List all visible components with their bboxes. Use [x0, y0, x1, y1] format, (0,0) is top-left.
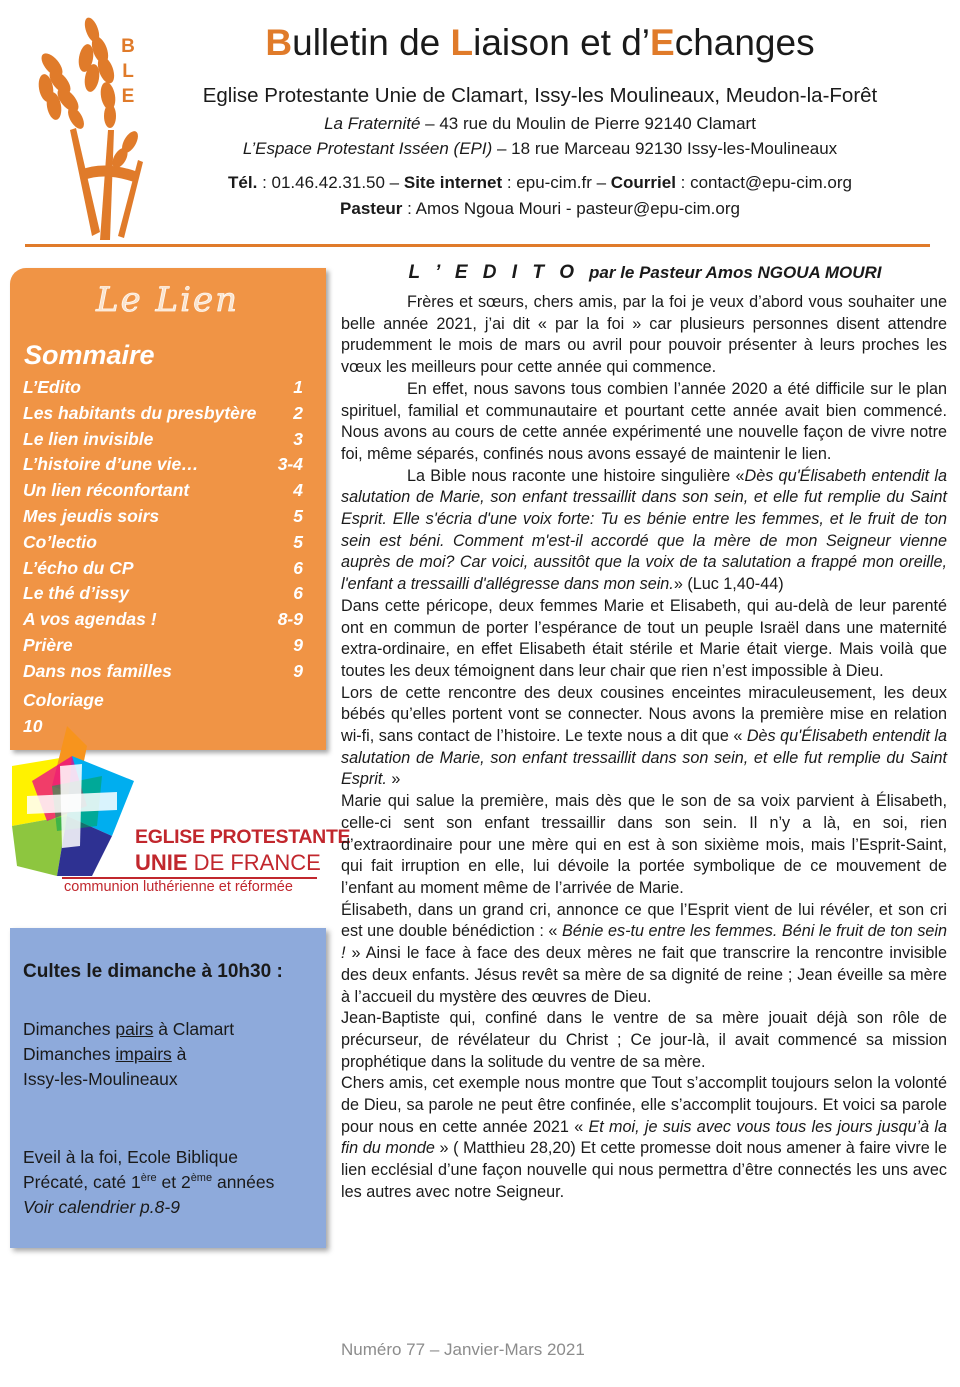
toc-item[interactable] [23, 454, 303, 480]
toc-label: L’écho du CP [23, 557, 134, 578]
address-name: L’Espace Protestant Isséen (EPI) [242, 139, 493, 158]
toc-label: A vos agendas ! [23, 609, 157, 630]
toc-item[interactable] [23, 377, 303, 403]
tel-label: Tél. [228, 173, 258, 192]
edito-author: par le Pasteur Amos NGOUA MOURI [589, 263, 882, 282]
toc-label: Le thé d’issy [23, 583, 130, 604]
eveil-line: Eveil à la foi, Ecole Biblique [23, 1147, 238, 1167]
edito-body [341, 292, 947, 1204]
cultes-pairs: pairs [115, 1019, 154, 1039]
toc-page: 9 [293, 660, 303, 681]
edito-paragraph [341, 900, 947, 1009]
mail-value[interactable]: : contact@epu-cim.org [675, 173, 852, 192]
address-rest: – 18 rue Marceau 92130 Issy-les-Moulineaux [492, 139, 838, 158]
toc-item[interactable] [23, 558, 303, 584]
edito-paragraph: En effet, nous savons tous combien l’année 2020 a été difficile sur le plan spirituel, familial et communautaire et pourtant cette année avait bien commencé. Nous avons au cours de cette année expérimenté une nouvelle façon de vivre notre foi, même séparés, confinés nous avons essayé de maintenir le lien. [341, 379, 947, 463]
epudf-de-france: DE FRANCE [187, 850, 321, 875]
toc-label: Le lien invisible [23, 428, 154, 449]
toc-label: Prière [23, 634, 73, 655]
edito-text: » [386, 770, 401, 789]
toc-item[interactable] [23, 403, 303, 429]
toc-page: 9 [293, 634, 303, 655]
church-subtitle: Eglise Protestante Unie de Clamart, Issy-les Moulineaux, Meudon-la-Forêt [202, 84, 878, 107]
edito-paragraph: Dans cette péricope, deux femmes Marie et Elisabeth, qui au-delà de leur parenté ont en commun de porter l’espérance de tout un peuple Israël dans une maternité extra-ordinaire, en effet Elisabeth était stérile et Marie était vierge. Mais voilà que toutes les deux témoignent dans leur chair que rien n’est impossible à Dieu. [341, 596, 947, 680]
title-part: ulletin de [292, 22, 451, 63]
cultes-text: Dimanches [23, 1019, 116, 1039]
toc-page: 4 [293, 480, 303, 501]
edito-paragraph: Frères et sœurs, chers amis, par la foi je veux d’abord vous souhaiter une belle année 2021, j’ai dit « par la foi » car plusieurs personnes disent attendre prudemment le mois de mars ou avril pour pouvoir présenter à leurs proches les vœux les meilleurs pour cette année qui commence. [341, 293, 947, 377]
edito-text: » ( Matthieu 28,20) Et cette promesse doit nous amener à faire vivre le lien ecclésial d’une façon nouvelle qui nous permettra d’être connectés les uns avec les autres avec notre Seigneur. [341, 1139, 947, 1201]
precate-line [23, 1172, 274, 1193]
edito-text: Chers amis, cet exemple nous montre que Tout s’accomplit toujours selon la volonté de Dieu, sa parole ne peut être confinée, elle s’accomplit toujours. Et voici sa parole pour nous en cette année 2021 « [341, 1074, 947, 1136]
cultes-impairs-line [23, 1044, 186, 1065]
edito-paragraph: Marie qui salue la première, mais dès que le son de sa voix parvient à Élisabeth, celle-ci sent son enfant tressaillir dans son sein. Il n’y a là, en soi, rien d’extraordinaire pour une mère qui en est à son sixième mois, mais l’Esprit-Saint, qui fait irruption en elle, lui dévoile la portée symbolique de ce mouvement de l’enfant au moment même de l’arrivée de Marie. [341, 792, 947, 897]
ordinal-sup: ère [140, 1172, 157, 1185]
toc-page: 2 [293, 402, 303, 423]
edito-quote: Dès qu'Élisabeth entendit la salutation de Marie, son enfant tressaillit dans son sein, et elle fut remplie du Saint Esprit. [341, 727, 948, 789]
toc-item[interactable] [23, 635, 303, 661]
precate-text: et 2 [156, 1172, 191, 1192]
mail-label: Courriel [610, 173, 676, 192]
epudf-unie: UNIE [135, 850, 188, 875]
title-part: L [450, 22, 474, 63]
toc-item[interactable] [23, 661, 303, 687]
precate-text: Précaté, caté 1 [23, 1172, 141, 1192]
toc-page: 8-9 [277, 609, 303, 630]
table-of-contents [23, 377, 303, 687]
header-divider [25, 244, 930, 247]
pasteur-label: Pasteur [340, 199, 403, 218]
edito-text: Lors de cette rencontre des deux cousines enceintes miraculeusement, les deux bébés qu’elles portent vont se connecter. Nous avons la première mise en relation wi-fi, sans contact de l’histoire. Le texte nous a dit que « [341, 683, 947, 746]
cultes-issy-line: Issy-les-Moulineaux [23, 1069, 178, 1089]
edito-paragraph: Jean-Baptiste qui, confiné dans le ventre de sa mère jouait déjà son rôle de précurseur, de révélateur du Christ ; Ce jour-là, il avait commencé sa mission prophétique dans la solitude du ventre de sa mère. [341, 1009, 947, 1071]
logo-letter-b: B [121, 36, 135, 57]
edito-text: Élisabeth, dans un grand cri, annonce ce que l’Esprit vient de lui révéler, et son cri est une double bénédiction : « [341, 900, 947, 941]
edito-heading [340, 262, 950, 284]
cultes-heading: Cultes le dimanche à 10h30 : [23, 961, 283, 982]
toc-page: 5 [293, 531, 303, 552]
toc-item[interactable] [23, 480, 303, 506]
cultes-text: Dimanches [23, 1044, 116, 1064]
address-fraternite [150, 114, 930, 134]
le-lien-title: Le Lien [96, 280, 239, 320]
toc-label: Dans nos familles [23, 660, 172, 681]
toc-label: L’Edito [23, 377, 81, 397]
edito-quote: Bénie es-tu entre les femmes. Béni le fruit de ton sein ! [341, 922, 948, 963]
title-part: changes [674, 22, 815, 63]
site-value[interactable]: : epu-cim.fr – [502, 173, 611, 192]
toc-item[interactable] [23, 583, 303, 609]
cultes-impairs: impairs [115, 1044, 172, 1064]
address-epi [150, 139, 930, 159]
title-part: B [265, 22, 293, 63]
toc-page: 3-4 [277, 454, 303, 475]
edito-paragraph [341, 683, 947, 792]
issue-footer: Numéro 77 – Janvier-Mars 2021 [341, 1340, 585, 1359]
toc-label: L’histoire d’une vie… [23, 454, 199, 475]
edito-quote: Dès qu'Élisabeth entendit la salutation de Marie, son enfant tressaillit dans son sein, et elle fut remplie du Saint Esprit. Elle s'écria d'une voix forte: Tu es bénie entre les femmes, et le fruit de ton sein est béni. Comment m'est-il accordé que la mère de mon Seigneur vienne auprès de moi? Car voici, aussitôt que la voix de ta salutation a frappé mon oreille, l'enfant a tressailli d'allégresse dans mon sein. [341, 466, 947, 594]
pasteur-line [150, 199, 930, 219]
edito-quote: Et moi, je suis avec vous tous les jours jusqu’à la fin du monde [341, 1117, 947, 1158]
site-label: Site internet [403, 173, 503, 192]
toc-page: 6 [293, 557, 303, 578]
toc-label: Les habitants du presbytère [23, 402, 257, 423]
logo-letter-l: L [122, 61, 134, 82]
edito-paragraph [341, 1073, 947, 1203]
pasteur-value: : Amos Ngoua Mouri - pasteur@epu-cim.org [402, 199, 740, 218]
edito-text: La Bible nous raconte une histoire singulière « [407, 466, 745, 485]
title-part: E [650, 22, 675, 63]
bulletin-title [180, 22, 900, 64]
address-rest: – 43 rue du Moulin de Pierre 92140 Clamart [420, 114, 756, 133]
toc-page: 10 [23, 716, 43, 736]
address-name: La Fraternité [324, 114, 421, 133]
calendar-reference: Voir calendrier p.8-9 [23, 1197, 180, 1217]
epudf-tagline: communion luthérienne et réformée [64, 879, 293, 895]
contact-line [150, 173, 930, 193]
toc-label: Coloriage [23, 690, 104, 710]
cultes-text: à [171, 1044, 187, 1064]
cultes-pairs-line [23, 1019, 234, 1040]
edito-text: » Ainsi le face à face des deux mères ne fait que transcrire la rencontre invisible des deux enfants. Jésus revêt sa mère de sa dignité de reine ; Jean éveille sa mère à l’accueil du mystère des œuvres de Dieu. [341, 944, 947, 1006]
toc-page: 1 [293, 377, 303, 397]
toc-item[interactable] [23, 429, 303, 455]
ble-logo-letters [118, 34, 138, 109]
toc-page: 6 [293, 583, 303, 604]
logo-letter-e: E [121, 86, 135, 107]
epudf-name-line2 [135, 850, 321, 876]
sommaire-heading: Sommaire [24, 340, 155, 370]
toc-item[interactable] [23, 506, 303, 532]
title-part: iaison et d’ [473, 22, 651, 63]
toc-label: Mes jeudis soirs [23, 505, 160, 526]
toc-label: Un lien réconfortant [23, 480, 190, 501]
cultes-text: à Clamart [153, 1019, 235, 1039]
epudf-name-line1: EGLISE PROTESTANTE [135, 826, 351, 848]
edito-paragraph [341, 466, 947, 596]
toc-label: Co’lectio [23, 531, 97, 552]
toc-item[interactable] [23, 532, 303, 558]
precate-text: années [212, 1172, 275, 1192]
edito-text: » (Luc 1,40-44) [673, 575, 784, 594]
epudf-cross-logo-icon [12, 726, 134, 876]
toc-page: 5 [293, 505, 303, 526]
edito-title: L ’ E D I T O [408, 262, 580, 283]
ordinal-sup: ème [190, 1172, 213, 1185]
toc-item[interactable] [23, 609, 303, 635]
tel-value: : 01.46.42.31.50 – [257, 173, 404, 192]
toc-page: 3 [293, 428, 303, 449]
